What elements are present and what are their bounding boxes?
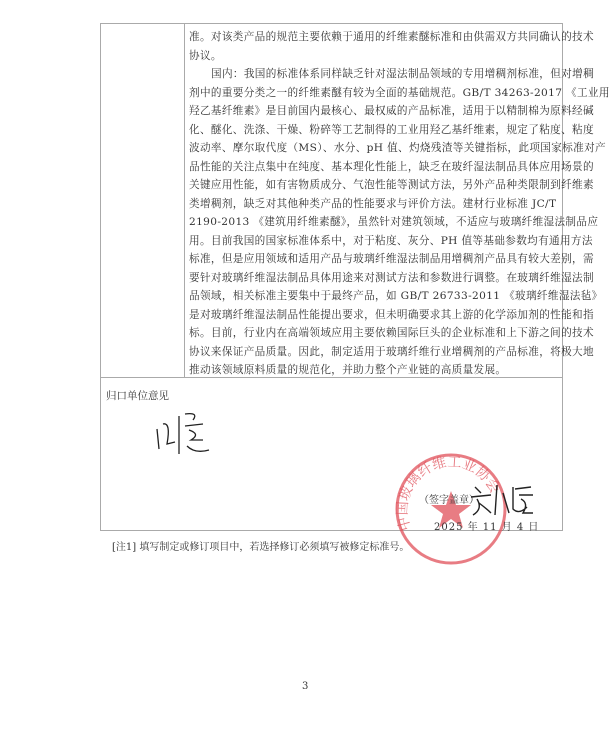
text-line: 品领域，相关标准主要集中于最终产品，如 GB/T 26733-2011 《玻璃纤维湿法毡》 (189, 290, 603, 302)
opinion-label: 归口单位意见 (106, 390, 169, 402)
text-line: 关键应用性能，如有害物质成分、气泡性能等测试方法，另外产品种类限制到纤维素 (189, 179, 594, 191)
text-line: 是对玻璃纤维湿法制品性能提出要求，但未明确要求其上游的化学添加剂的性能和指 (189, 308, 594, 321)
handwritten-signature (149, 404, 219, 464)
text-line: 用。目前我国的国家标准体系中，对于粘度、灰分、PH 值等基础参数均有通用方法 (189, 234, 593, 247)
text-line: 协议来保证产品质量。因此，制定适用于玻璃纤维行业增稠剂的产品标准，将极大地 (189, 345, 594, 358)
form-table (100, 23, 610, 533)
text-line: 推动该领域原料质量的规范化，并助力整个产业链的高质量发展。 (189, 364, 507, 376)
director-signature (469, 479, 539, 519)
text-line: 要针对玻璃纤维湿法制品具体用途来对测试方法和参数进行调整。在玻璃纤维湿法制 (189, 271, 594, 284)
column-divider (184, 24, 185, 377)
text-line: 波动率、摩尔取代度（MS）、水分、pH 值、灼烧残渣等关键指标，此项国家标准对产 (189, 142, 606, 154)
sign-seal-label: （签字盖章） (419, 495, 479, 506)
text-line: 品性能的关注点集中在纯度、基本理化性能上，缺乏在玻纤湿法制品具体应用场景的 (189, 160, 594, 173)
text-line: 羟乙基纤维素》是目前国内最核心、最权威的产品标准，适用于以精制棉为原料经碱 (189, 105, 594, 117)
signature-date: 2025 年 11 月 4 日 (434, 522, 540, 533)
footnote: [注1] 填写制定或修订项目中，若选择修订必须填写被修定标准号。 (112, 542, 410, 553)
text-line: 类增稠剂，缺乏对其他种类产品的性能要求与评价方法。建材行业标准 JC/T (189, 197, 557, 210)
text-line: 标。目前，行业内在高端领域应用主要依赖国际巨头的企业标准和上下游之间的技术 (189, 327, 594, 339)
text-line: 化、醚化、洗涤、干燥、粉碎等工艺制得的工业用羟乙基纤维素，规定了粘度、粘度 (189, 123, 594, 136)
text-line: 标准，但是应用领域和适用产品与玻璃纤维湿法制品用增稠剂产品具有较大差别，需 (189, 253, 594, 265)
text-line: 国内：我国的标准体系同样缺乏针对湿法制品领域的专用增稠剂标准，但对增稠 (211, 68, 595, 80)
text-line: 协议。 (189, 49, 222, 62)
page-number: 3 (302, 681, 309, 692)
background-text (189, 28, 610, 380)
text-line: 2190-2013 《建筑用纤维素醚》，虽然针对建筑领域，不适应与玻璃纤维湿法制品应 (189, 216, 599, 228)
text-line: 准。对该类产品的规范主要依赖于通用的纤维素醚标准和由供需双方共同确认的技术 (189, 31, 594, 43)
svg-text:中国玻璃纤维工业协会: 中国玻璃纤维工业协会 (394, 454, 503, 533)
text-line: 剂中的重要分类之一的纤维素醚有较为全面的基础规范。GB/T 34263-2017 《工业用 (189, 86, 610, 99)
